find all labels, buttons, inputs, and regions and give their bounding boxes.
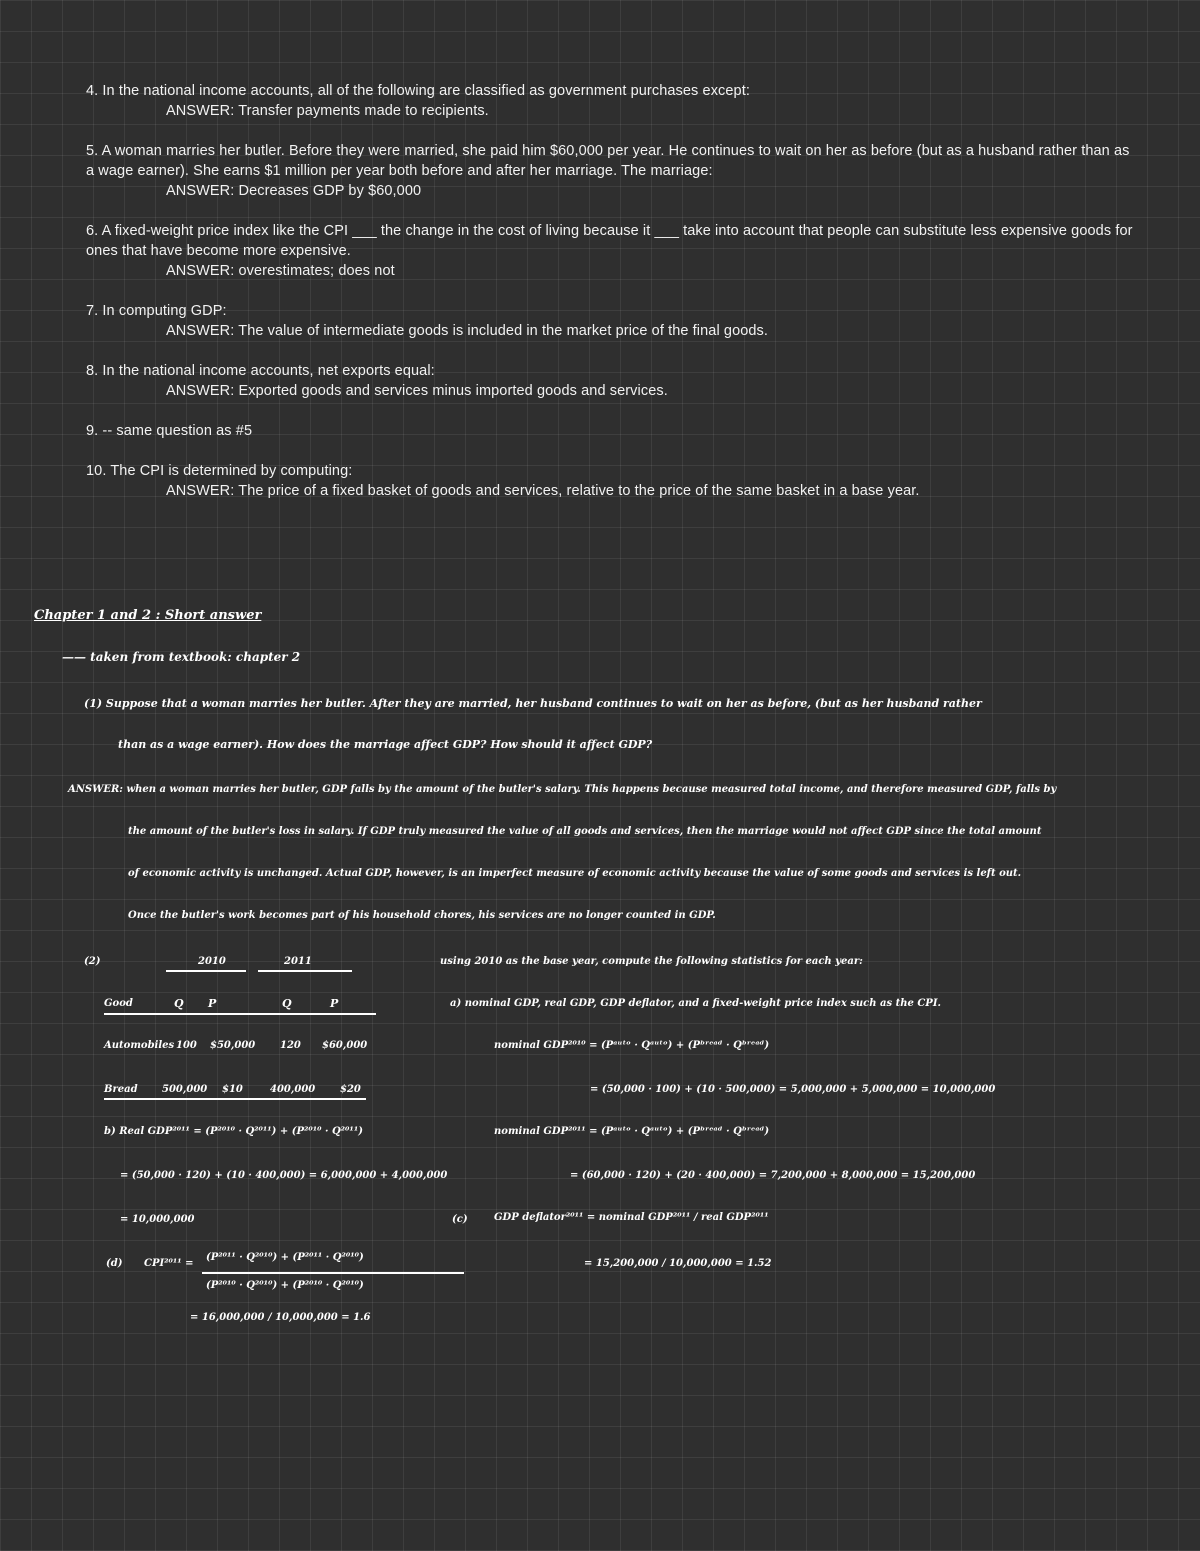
question-6: 6. A fixed-weight price index like the CPI ___ the change in the cost of living because it ___ take into account that people can substitute less expensive goods for ones that have become more expensive.: [86, 223, 1133, 259]
row-bread-q-2010: 500,000: [162, 1084, 208, 1095]
deflator-formula: GDP deflator²⁰¹¹ = nominal GDP²⁰¹¹ / real GDP²⁰¹¹: [494, 1212, 769, 1223]
row-automobiles-p-2011: $60,000: [322, 1040, 368, 1051]
question-1-line-2: than as a wage earner). How does the marriage affect GDP? How should it affect GDP?: [118, 738, 653, 751]
row-automobiles-name: Automobiles: [104, 1040, 175, 1051]
question-5: 5. A woman marries her butler. Before they were married, she paid him $60,000 per year. He continues to wait on her as before (but as a husband rather than as a wage earner). She earns $1 million per year both before and after her marriage. The marriage:: [86, 143, 1130, 179]
question-10: 10. The CPI is determined by computing:: [86, 463, 353, 479]
nominal-2011-formula: nominal GDP²⁰¹¹ = (Pᵃᵘᵗᵒ · Qᵃᵘᵗᵒ) + (Pᵇʳᵉᵃᵈ · Qᵇʳᵉᵃᵈ): [494, 1126, 770, 1137]
typed-questions: [86, 81, 1136, 501]
cpi-numerator: (P²⁰¹¹ · Q²⁰¹⁰) + (P²⁰¹¹ · Q²⁰¹⁰): [206, 1252, 364, 1263]
row-bread-p-2010: $10: [222, 1084, 243, 1095]
table-p-2011-header: P: [330, 997, 339, 1010]
table-q-2011-header: Q: [282, 997, 292, 1010]
part-c-label: (c): [452, 1214, 468, 1225]
question-4: 4. In the national income accounts, all of the following are classified as government purchases except:: [86, 83, 750, 99]
row-bread-q-2011: 400,000: [270, 1084, 316, 1095]
table-good-header: Good: [104, 998, 133, 1009]
deflator-calc: = 15,200,000 / 10,000,000 = 1.52: [584, 1258, 772, 1269]
chapter-heading: Chapter 1 and 2 : Short answer: [34, 608, 262, 623]
year-2010-header: 2010: [198, 956, 226, 967]
answer-line-3: of economic activity is unchanged. Actual GDP, however, is an imperfect measure of economic activity because the value of some goods and services is left out.: [128, 868, 1022, 879]
question-2-instruction-1: using 2010 as the base year, compute the following statistics for each year:: [440, 956, 863, 967]
answer-line-4: Once the butler's work becomes part of his household chores, his services are no longer counted in GDP.: [128, 910, 716, 921]
cpi-fraction-bar: [202, 1272, 464, 1274]
textbook-subheading: —— taken from textbook: chapter 2: [62, 650, 301, 664]
cpi-label: CPI²⁰¹¹ =: [144, 1258, 194, 1269]
row-automobiles-p-2010: $50,000: [210, 1040, 256, 1051]
table-p-2010-header: P: [208, 997, 217, 1010]
nominal-2010-formula: nominal GDP²⁰¹⁰ = (Pᵃᵘᵗᵒ · Qᵃᵘᵗᵒ) + (Pᵇʳᵉᵃᵈ · Qᵇʳᵉᵃᵈ): [494, 1040, 770, 1051]
table-q-2010-header: Q: [174, 997, 184, 1010]
table-body-underline: [104, 1098, 366, 1100]
answer-7: ANSWER: The value of intermediate goods is included in the market price of the final goods.: [166, 323, 769, 339]
nominal-2011-calc: = (60,000 · 120) + (20 · 400,000) = 7,200,000 + 8,000,000 = 15,200,000: [570, 1170, 976, 1181]
year-2011-header: 2011: [284, 956, 312, 967]
question-7: 7. In computing GDP:: [86, 303, 227, 319]
real-2011-calc: = (50,000 · 120) + (10 · 400,000) = 6,000,000 + 4,000,000: [120, 1170, 448, 1181]
question-9: 9. -- same question as #5: [86, 423, 253, 439]
answer-8: ANSWER: Exported goods and services minus imported goods and services.: [166, 383, 668, 399]
answer-6: ANSWER: overestimates; does not: [166, 263, 395, 279]
nominal-2010-calc: = (50,000 · 100) + (10 · 500,000) = 5,000,000 + 5,000,000 = 10,000,000: [590, 1084, 996, 1095]
row-bread-p-2011: $20: [340, 1084, 361, 1095]
answer-10: ANSWER: The price of a fixed basket of goods and services, relative to the price of the same basket in a base year.: [166, 483, 920, 499]
answer-5: ANSWER: Decreases GDP by $60,000: [166, 183, 422, 199]
row-automobiles-q-2010: 100: [176, 1040, 197, 1051]
real-2011-formula: b) Real GDP²⁰¹¹ = (P²⁰¹⁰ · Q²⁰¹¹) + (P²⁰¹⁰ · Q²⁰¹¹): [104, 1126, 363, 1137]
question-8: 8. In the national income accounts, net exports equal:: [86, 363, 435, 379]
row-bread-name: Bread: [104, 1084, 138, 1095]
year-2011-underline: [258, 970, 352, 972]
cpi-denominator: (P²⁰¹⁰ · Q²⁰¹⁰) + (P²⁰¹⁰ · Q²⁰¹⁰): [206, 1280, 364, 1291]
answer-4: ANSWER: Transfer payments made to recipients.: [166, 103, 489, 119]
table-header-underline: [104, 1013, 376, 1015]
answer-line-1: ANSWER: when a woman marries her butler, GDP falls by the amount of the butler's salary. This happens because measured total income, and therefore measured GDP, falls by: [68, 784, 1057, 795]
part-d-label: (d): [106, 1258, 123, 1269]
year-2010-underline: [166, 970, 246, 972]
cpi-calc: = 16,000,000 / 10,000,000 = 1.6: [190, 1312, 371, 1323]
question-2-instruction-2: a) nominal GDP, real GDP, GDP deflator, and a fixed-weight price index such as the CPI.: [450, 998, 941, 1009]
answer-line-2: the amount of the butler's loss in salary. If GDP truly measured the value of all goods and services, then the marriage would not affect GDP since the total amount: [128, 826, 1042, 837]
question-2-label: (2): [84, 956, 101, 967]
real-2011-result: = 10,000,000: [120, 1214, 195, 1225]
question-1-line-1: (1) Suppose that a woman marries her butler. After they are married, her husband continues to wait on her as before, (but as her husband rather: [84, 697, 982, 710]
row-automobiles-q-2011: 120: [280, 1040, 301, 1051]
